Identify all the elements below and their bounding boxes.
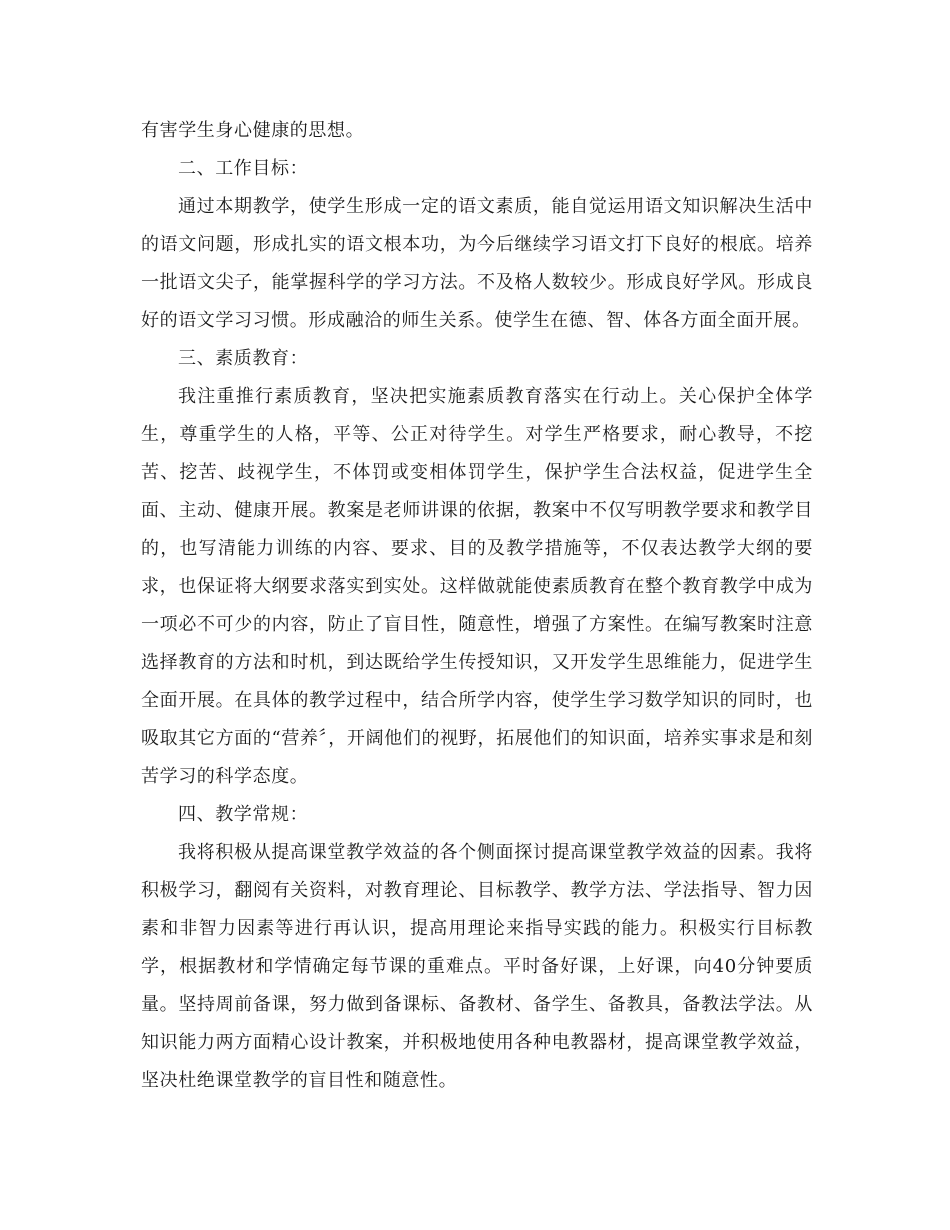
paragraph-continuation: 有害学生身心健康的思想。: [141, 120, 365, 141]
document-body: [141, 112, 813, 1100]
paragraph-work-goals: 通过本期教学，使学生形成一定的语文素质，能自觉运用语文知识解决生活中的语文问题，形成扎实的语文根本功，为今后继续学习语文打下良好的根底。培养一批语文尖子，能掌握科学的学习方法。不及格人数较少。形成良好学风。形成良好的语文学习习惯。形成融洽的师生关系。使学生在德、智、体各方面全面开展。: [141, 196, 813, 331]
heading-quality-education: 三、素质教育：: [178, 348, 309, 369]
paragraph-quality-education: 我注重推行素质教育，坚决把实施素质教育落实在行动上。关心保护全体学生，尊重学生的人格，平等、公正对待学生。对学生严格要求，耐心教导，不挖苦、挖苦、歧视学生，不体罚或变相体罚学生，保护学生合法权益，促进学生全面、主动、健康开展。教案是老师讲课的依据，教案中不仅写明教学要求和教学目的，也写清能力训练的内容、要求、目的及教学措施等，不仅表达教学大纲的要求，也保证将大纲要求落实到实处。这样做就能使素质教育在整个教育教学中成为一项必不可少的内容，防止了盲目性，随意性，增强了方案性。在编写教案时注意选择教育的方法和时机，到达既给学生传授知识，又开发学生思维能力，促进学生全面开展。在具体的教学过程中，结合所学内容，使学生学习数学知识的同时，也吸取其它方面的“营养〞，开阔他们的视野，拓展他们的知识面，培养实事求是和刻苦学习的科学态度。: [141, 386, 813, 787]
heading-teaching-routine: 四、教学常规：: [178, 804, 309, 825]
heading-work-goals: 二、工作目标：: [178, 158, 309, 179]
paragraph-teaching-routine: 我将积极从提高课堂教学效益的各个侧面探讨提高课堂教学效益的因素。我将积极学习，翻阅有关资料，对教育理论、目标教学、教学方法、学法指导、智力因素和非智力因素等进行再认识，提高用理论来指导实践的能力。积极实行目标教学，根据教材和学情确定每节课的重难点。平时备好课，上好课，向40分钟要质量。坚持周前备课，努力做到备课标、备教材、备学生、备教具，备教法学法。从知识能力两方面精心设计教案，并积极地使用各种电教器材，提高课堂教学效益，坚决杜绝课堂教学的盲目性和随意性。: [141, 842, 813, 1091]
